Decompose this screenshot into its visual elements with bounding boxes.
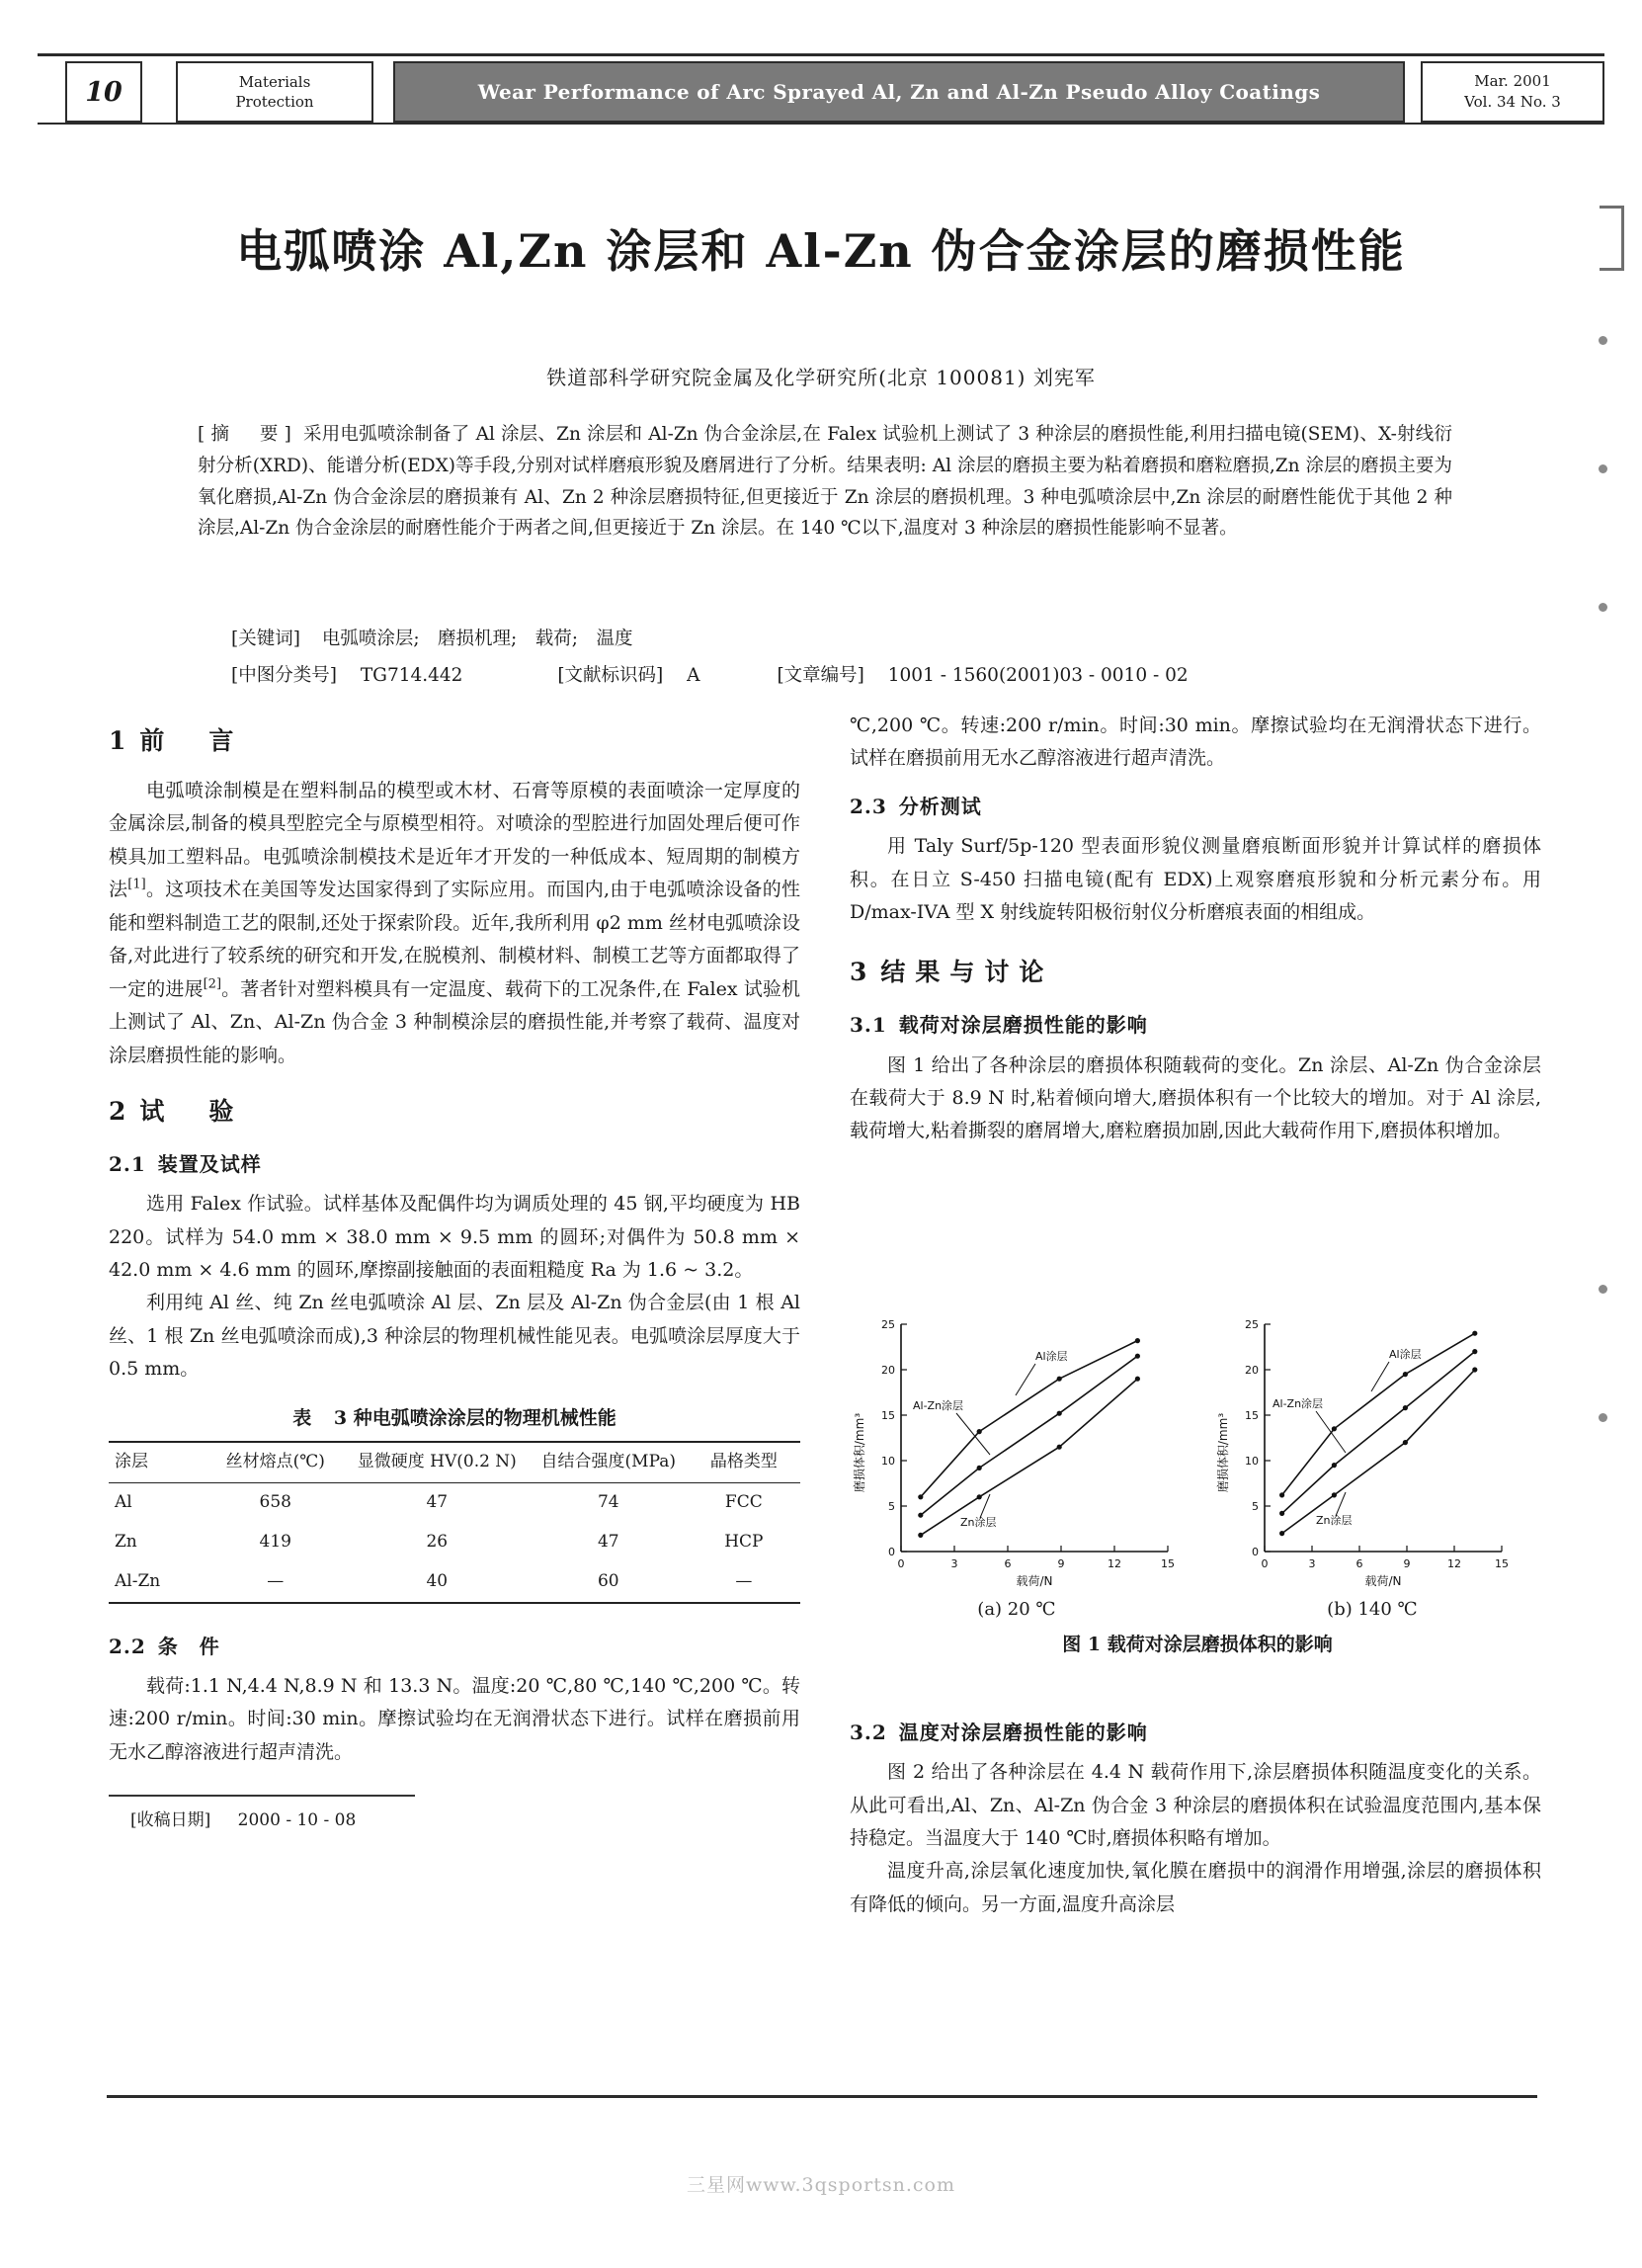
article-id-value: 1001 - 1560(2001)03 - 0010 - 02	[887, 665, 1189, 687]
table-header-lattice: 晶格类型	[688, 1442, 800, 1482]
issue-info	[1421, 61, 1604, 123]
figure-1-plots	[842, 1304, 1553, 1591]
cell-melting-point: —	[206, 1562, 345, 1603]
figure-1-caption: 图 1 载荷对涂层磨损体积的影响	[1062, 1634, 1333, 1655]
table-row	[109, 1562, 800, 1603]
svg-text:15: 15	[1245, 1409, 1259, 1422]
section-2-heading	[109, 1090, 800, 1134]
journal-name-line1: Materials	[238, 72, 311, 91]
chart-panel-a	[852, 1318, 1175, 1588]
cell-melting-point: 419	[259, 1532, 291, 1552]
cell-melting-point: 658	[259, 1492, 291, 1513]
margin-dot-1	[1599, 336, 1607, 345]
doc-code-value: A	[687, 665, 700, 687]
cell-coating: Al	[115, 1492, 132, 1513]
svg-text:6: 6	[1355, 1557, 1363, 1570]
section-3-2-number: 3.2	[850, 1720, 887, 1744]
table-caption	[109, 1402, 800, 1435]
section-1-text-a: 电弧喷涂制模是在塑料制品的模型或木材、石膏等原模的表面喷涂一定厚度的金属涂层,制备的模具型腔完全与原模型相符。对喷涂的型腔进行加固处理后便可作模具加工塑料品。电弧喷涂制模技术是近年才开发的一种低成本、短周期的制模方法	[109, 780, 800, 901]
svg-text:磨损体积/mm³: 磨损体积/mm³	[1216, 1412, 1230, 1493]
cell-bond-strength: 47	[597, 1532, 619, 1552]
section-2-1-number: 2.1	[109, 1151, 146, 1176]
section-3-heading	[850, 951, 1541, 994]
left-column	[109, 710, 800, 1836]
keywords-text: 电弧喷涂层; 磨损机理; 载荷; 温度	[321, 629, 633, 649]
section-2-3-title: 分析测试	[898, 794, 982, 818]
figure-subcaption-a: (a) 20 ℃	[977, 1599, 1056, 1620]
section-2-1-paragraph-2: 利用纯 Al 丝、纯 Zn 丝电弧喷涂 Al 层、Zn 层及 Al-Zn 伪合金层(由 1 根 Al 丝、1 根 Zn 丝电弧喷涂而成),3 种涂层的物理机械性能见表。电弧喷涂层厚度大于 0.5 mm。	[109, 1292, 800, 1381]
section-2-title: 试 验	[139, 1096, 244, 1126]
footnote	[109, 1806, 800, 1836]
margin-dot-5	[1599, 1413, 1607, 1422]
svg-text:25: 25	[881, 1318, 895, 1331]
journal-name-line2: Protection	[235, 93, 314, 111]
svg-text:20: 20	[881, 1364, 895, 1377]
margin-dot-3	[1599, 603, 1607, 612]
svg-text:0: 0	[1252, 1546, 1259, 1558]
running-title-banner: Wear Performance of Arc Sprayed Al, Zn and Al-Zn Pseudo Alloy Coatings	[393, 61, 1405, 123]
table-row	[109, 1483, 800, 1523]
figure-subcaption-b: (b) 140 ℃	[1327, 1599, 1418, 1620]
section-1-text-b: 。这项技术在美国等发达国家得到了实际应用。而国内,由于电弧喷涂设备的性能和塑料制造工艺的限制,还处于探索阶段。近年,我所利用 φ2 mm 丝材电弧喷涂设备,对此进行了较系统的研究和开发,在脱模剂、制模材料、制模工艺等方面都取得了一定的进展	[109, 879, 800, 1000]
section-3-2-title: 温度对涂层磨损性能的影响	[898, 1720, 1148, 1744]
section-2-2-heading	[109, 1630, 800, 1664]
keywords-label: [关键词]	[231, 629, 300, 649]
article-id-label: [文章编号]	[777, 665, 864, 687]
section-2-3-heading	[850, 790, 1541, 824]
svg-text:0: 0	[888, 1546, 895, 1558]
author-affiliation: 铁道部科学研究院金属及化学研究所(北京 100081) 刘宪军	[546, 366, 1096, 389]
section-3-1-paragraph: 图 1 给出了各种涂层的磨损体积随载荷的变化。Zn 涂层、Al-Zn 伪合金涂层在载荷大于 8.9 N 时,粘着倾向增大,磨损体积有一个比较大的增加。对于 Al 涂层,载荷增大,粘着撕裂的磨屑增大,磨粒磨损加剧,因此大载荷作用下,磨损体积增加。	[850, 1053, 1541, 1142]
keywords-row	[198, 623, 1452, 655]
section-2-1-heading	[109, 1147, 800, 1182]
abstract-label: [摘 要]	[198, 424, 297, 445]
svg-text:Zn涂层: Zn涂层	[960, 1516, 997, 1529]
section-2-1-paragraph-1: 选用 Falex 作试验。试样基体及配偶件均为调质处理的 45 钢,平均硬度为 HB 220。试样为 54.0 mm × 38.0 mm × 9.5 mm 的圆环;对偶件为 50.8 mm × 42.0 mm × 4.6 mm 的圆环,摩擦副接触面的表面粗糙度 Ra 为 1.6 ~ 3.2。	[109, 1193, 800, 1281]
section-2-2-paragraph: 载荷:1.1 N,4.4 N,8.9 N 和 13.3 N。温度:20 ℃,80 ℃,140 ℃,200 ℃。转速:200 r/min。时间:30 min。摩擦试验均在无润滑状态下进行。试样在磨损前用无水乙醇溶液进行超声清洗。	[109, 1675, 800, 1763]
figure-subcaptions	[842, 1599, 1553, 1620]
cell-microhardness: 26	[426, 1532, 449, 1552]
running-head	[38, 61, 1604, 123]
section-3-2-paragraph-1: 图 2 给出了各种涂层在 4.4 N 载荷作用下,涂层磨损体积随温度变化的关系。从此可看出,Al、Zn、Al-Zn 伪合金 3 种涂层的磨损体积在试验温度范围内,基本保持稳定。当温度大于 140 ℃时,磨损体积略有增加。	[850, 1761, 1541, 1849]
journal-name	[176, 61, 373, 123]
svg-text:5: 5	[1252, 1500, 1259, 1513]
reference-mark-2: [2]	[203, 976, 222, 992]
section-3-1-title: 载荷对涂层磨损性能的影响	[898, 1013, 1148, 1038]
watermark: 三星网www.3qsportsn.com	[686, 2174, 956, 2196]
table-header-row	[109, 1442, 800, 1482]
svg-text:15: 15	[881, 1409, 895, 1422]
received-date-label: [收稿日期]	[130, 1810, 211, 1831]
svg-text:Al涂层: Al涂层	[1035, 1350, 1068, 1363]
section-2-number: 2	[109, 1096, 126, 1126]
svg-text:15: 15	[1495, 1557, 1509, 1570]
section-1-text-c: 。著者针对塑料模具有一定温度、载荷下的工况条件,在 Falex 试验机上测试了 Al、Zn、Al-Zn 伪合金 3 种制模涂层的磨损性能,并考察了载荷、温度对涂层磨损性能的影响。	[109, 977, 800, 1066]
svg-text:10: 10	[881, 1455, 895, 1468]
svg-text:0: 0	[1261, 1557, 1269, 1570]
svg-text:Al-Zn涂层: Al-Zn涂层	[1273, 1397, 1324, 1410]
svg-text:Zn涂层: Zn涂层	[1316, 1514, 1353, 1527]
issue-volume: Vol. 34 No. 3	[1464, 93, 1561, 111]
section-2-3-paragraph: 用 Taly Surf/5p-120 型表面形貌仪测量磨痕断面形貌并计算试样的磨损体积。在日立 S-450 扫描电镜(配有 EDX)上观察磨痕形貌和分析元素分布。用 D/max-IVA 型 X 射线旋转阳极衍射仪分析磨痕表面的相组成。	[850, 835, 1541, 923]
received-date-value: 2000 - 10 - 08	[237, 1810, 357, 1831]
margin-dot-4	[1599, 1285, 1607, 1294]
section-3-1-number: 3.1	[850, 1013, 887, 1038]
abstract-block	[198, 419, 1452, 545]
keywords-block	[198, 623, 1452, 697]
table-caption-number: 表	[292, 1406, 312, 1429]
section-3-1-heading	[850, 1008, 1541, 1043]
section-2-2-continued: ℃,200 ℃。转速:200 r/min。时间:30 min。摩擦试验均在无润滑状态下进行。试样在磨损前用无水乙醇溶液进行超声清洗。	[850, 714, 1541, 770]
cell-microhardness: 40	[345, 1562, 530, 1603]
chart-panel-b	[1215, 1318, 1509, 1588]
footnote-rule	[109, 1795, 415, 1797]
abstract-paragraph	[198, 419, 1452, 545]
section-1-number: 1	[109, 726, 126, 755]
section-2-2-title: 条 件	[157, 1634, 220, 1658]
section-2-1-title: 装置及试样	[157, 1151, 262, 1176]
header-rule-bottom	[38, 123, 1604, 125]
table-header-microhardness: 显微硬度 HV(0.2 N)	[345, 1442, 530, 1482]
cell-coating: Zn	[115, 1532, 137, 1552]
issue-date: Mar. 2001	[1474, 72, 1551, 90]
section-3-2-heading	[850, 1716, 1541, 1750]
doc-code-label: [文献标识码]	[557, 665, 664, 687]
page-title: 电弧喷涂 Al,Zn 涂层和 Al-Zn 伪合金涂层的磨损性能	[236, 224, 1406, 278]
table-header-coating: 涂层	[109, 1442, 206, 1482]
svg-text:5: 5	[888, 1500, 895, 1513]
reference-mark-1: [1]	[127, 877, 146, 892]
table-header-bond-strength: 自结合强度(MPa)	[530, 1442, 688, 1482]
svg-text:12: 12	[1447, 1557, 1461, 1570]
svg-text:Al-Zn涂层: Al-Zn涂层	[913, 1399, 964, 1412]
cell-bond-strength: 60	[530, 1562, 688, 1603]
svg-text:12: 12	[1108, 1557, 1121, 1570]
svg-text:载荷/N: 载荷/N	[1364, 1574, 1402, 1588]
svg-text:0: 0	[897, 1557, 905, 1570]
physical-properties-table	[109, 1441, 800, 1604]
cell-lattice: FCC	[724, 1492, 763, 1513]
table-caption-text: 3 种电弧喷涂涂层的物理机械性能	[333, 1406, 616, 1429]
section-2-2-number: 2.2	[109, 1634, 146, 1658]
figure-1	[842, 1304, 1553, 1656]
footer-rule	[107, 2095, 1537, 2098]
svg-text:9: 9	[1057, 1557, 1065, 1570]
margin-dot-2	[1599, 464, 1607, 473]
section-2-3-number: 2.3	[850, 794, 887, 818]
cell-microhardness: 47	[426, 1492, 449, 1513]
svg-text:20: 20	[1245, 1364, 1259, 1377]
section-3-2-paragraph-2: 温度升高,涂层氧化速度加快,氧化膜在磨损中的润滑作用增强,涂层的磨损体积有降低的倾向。另一方面,温度升高涂层	[850, 1860, 1541, 1915]
cell-lattice: HCP	[724, 1532, 764, 1552]
svg-text:15: 15	[1161, 1557, 1175, 1570]
svg-text:Al涂层: Al涂层	[1389, 1348, 1422, 1361]
svg-text:载荷/N: 载荷/N	[1016, 1574, 1053, 1588]
cell-lattice: —	[688, 1562, 800, 1603]
svg-text:9: 9	[1403, 1557, 1411, 1570]
clc-value: TG714.442	[360, 665, 463, 687]
abstract-text: 采用电弧喷涂制备了 Al 涂层、Zn 涂层和 Al-Zn 伪合金涂层,在 Falex 试验机上测试了 3 种涂层的磨损性能,利用扫描电镜(SEM)、X-射线衍射分析(XRD)、能谱分析(EDX)等手段,分别对试样磨痕形貌及磨屑进行了分析。结果表明: Al 涂层的磨损主要为粘着磨损和磨粒磨损,Zn 涂层的磨损主要为氧化磨损,Al-Zn 伪合金涂层的磨损兼有 Al、Zn 2 种涂层磨损特征,但更接近于 Zn 涂层的磨损机理。3 种电弧喷涂层中,Zn 涂层的耐磨性能优于其他 2 种涂层,Al-Zn 伪合金涂层的耐磨性能介于两者之间,但更接近于 Zn 涂层。在 140 ℃以下,温度对 3 种涂层的磨损性能影响不显著。	[198, 424, 1453, 540]
section-3-number: 3	[850, 958, 867, 987]
section-3-title: 结果与讨论	[880, 958, 1054, 987]
table-header-melting-point: 丝材熔点(℃)	[206, 1442, 345, 1482]
clc-label: [中图分类号]	[231, 665, 337, 687]
svg-text:10: 10	[1245, 1455, 1259, 1468]
table-row	[109, 1523, 800, 1562]
page-number: 10	[65, 61, 142, 123]
svg-text:25: 25	[1245, 1318, 1259, 1331]
section-1-title: 前 言	[139, 726, 244, 755]
svg-text:3: 3	[1308, 1557, 1316, 1570]
cell-bond-strength: 74	[597, 1492, 619, 1513]
cell-coating: Al-Zn	[109, 1562, 206, 1603]
section-1-heading	[109, 719, 800, 763]
header-rule-top	[38, 53, 1604, 56]
classification-row	[198, 659, 1452, 692]
svg-text:3: 3	[950, 1557, 958, 1570]
section-1-paragraph	[109, 775, 800, 1072]
svg-text:磨损体积/mm³: 磨损体积/mm³	[853, 1412, 866, 1493]
svg-text:6: 6	[1004, 1557, 1012, 1570]
